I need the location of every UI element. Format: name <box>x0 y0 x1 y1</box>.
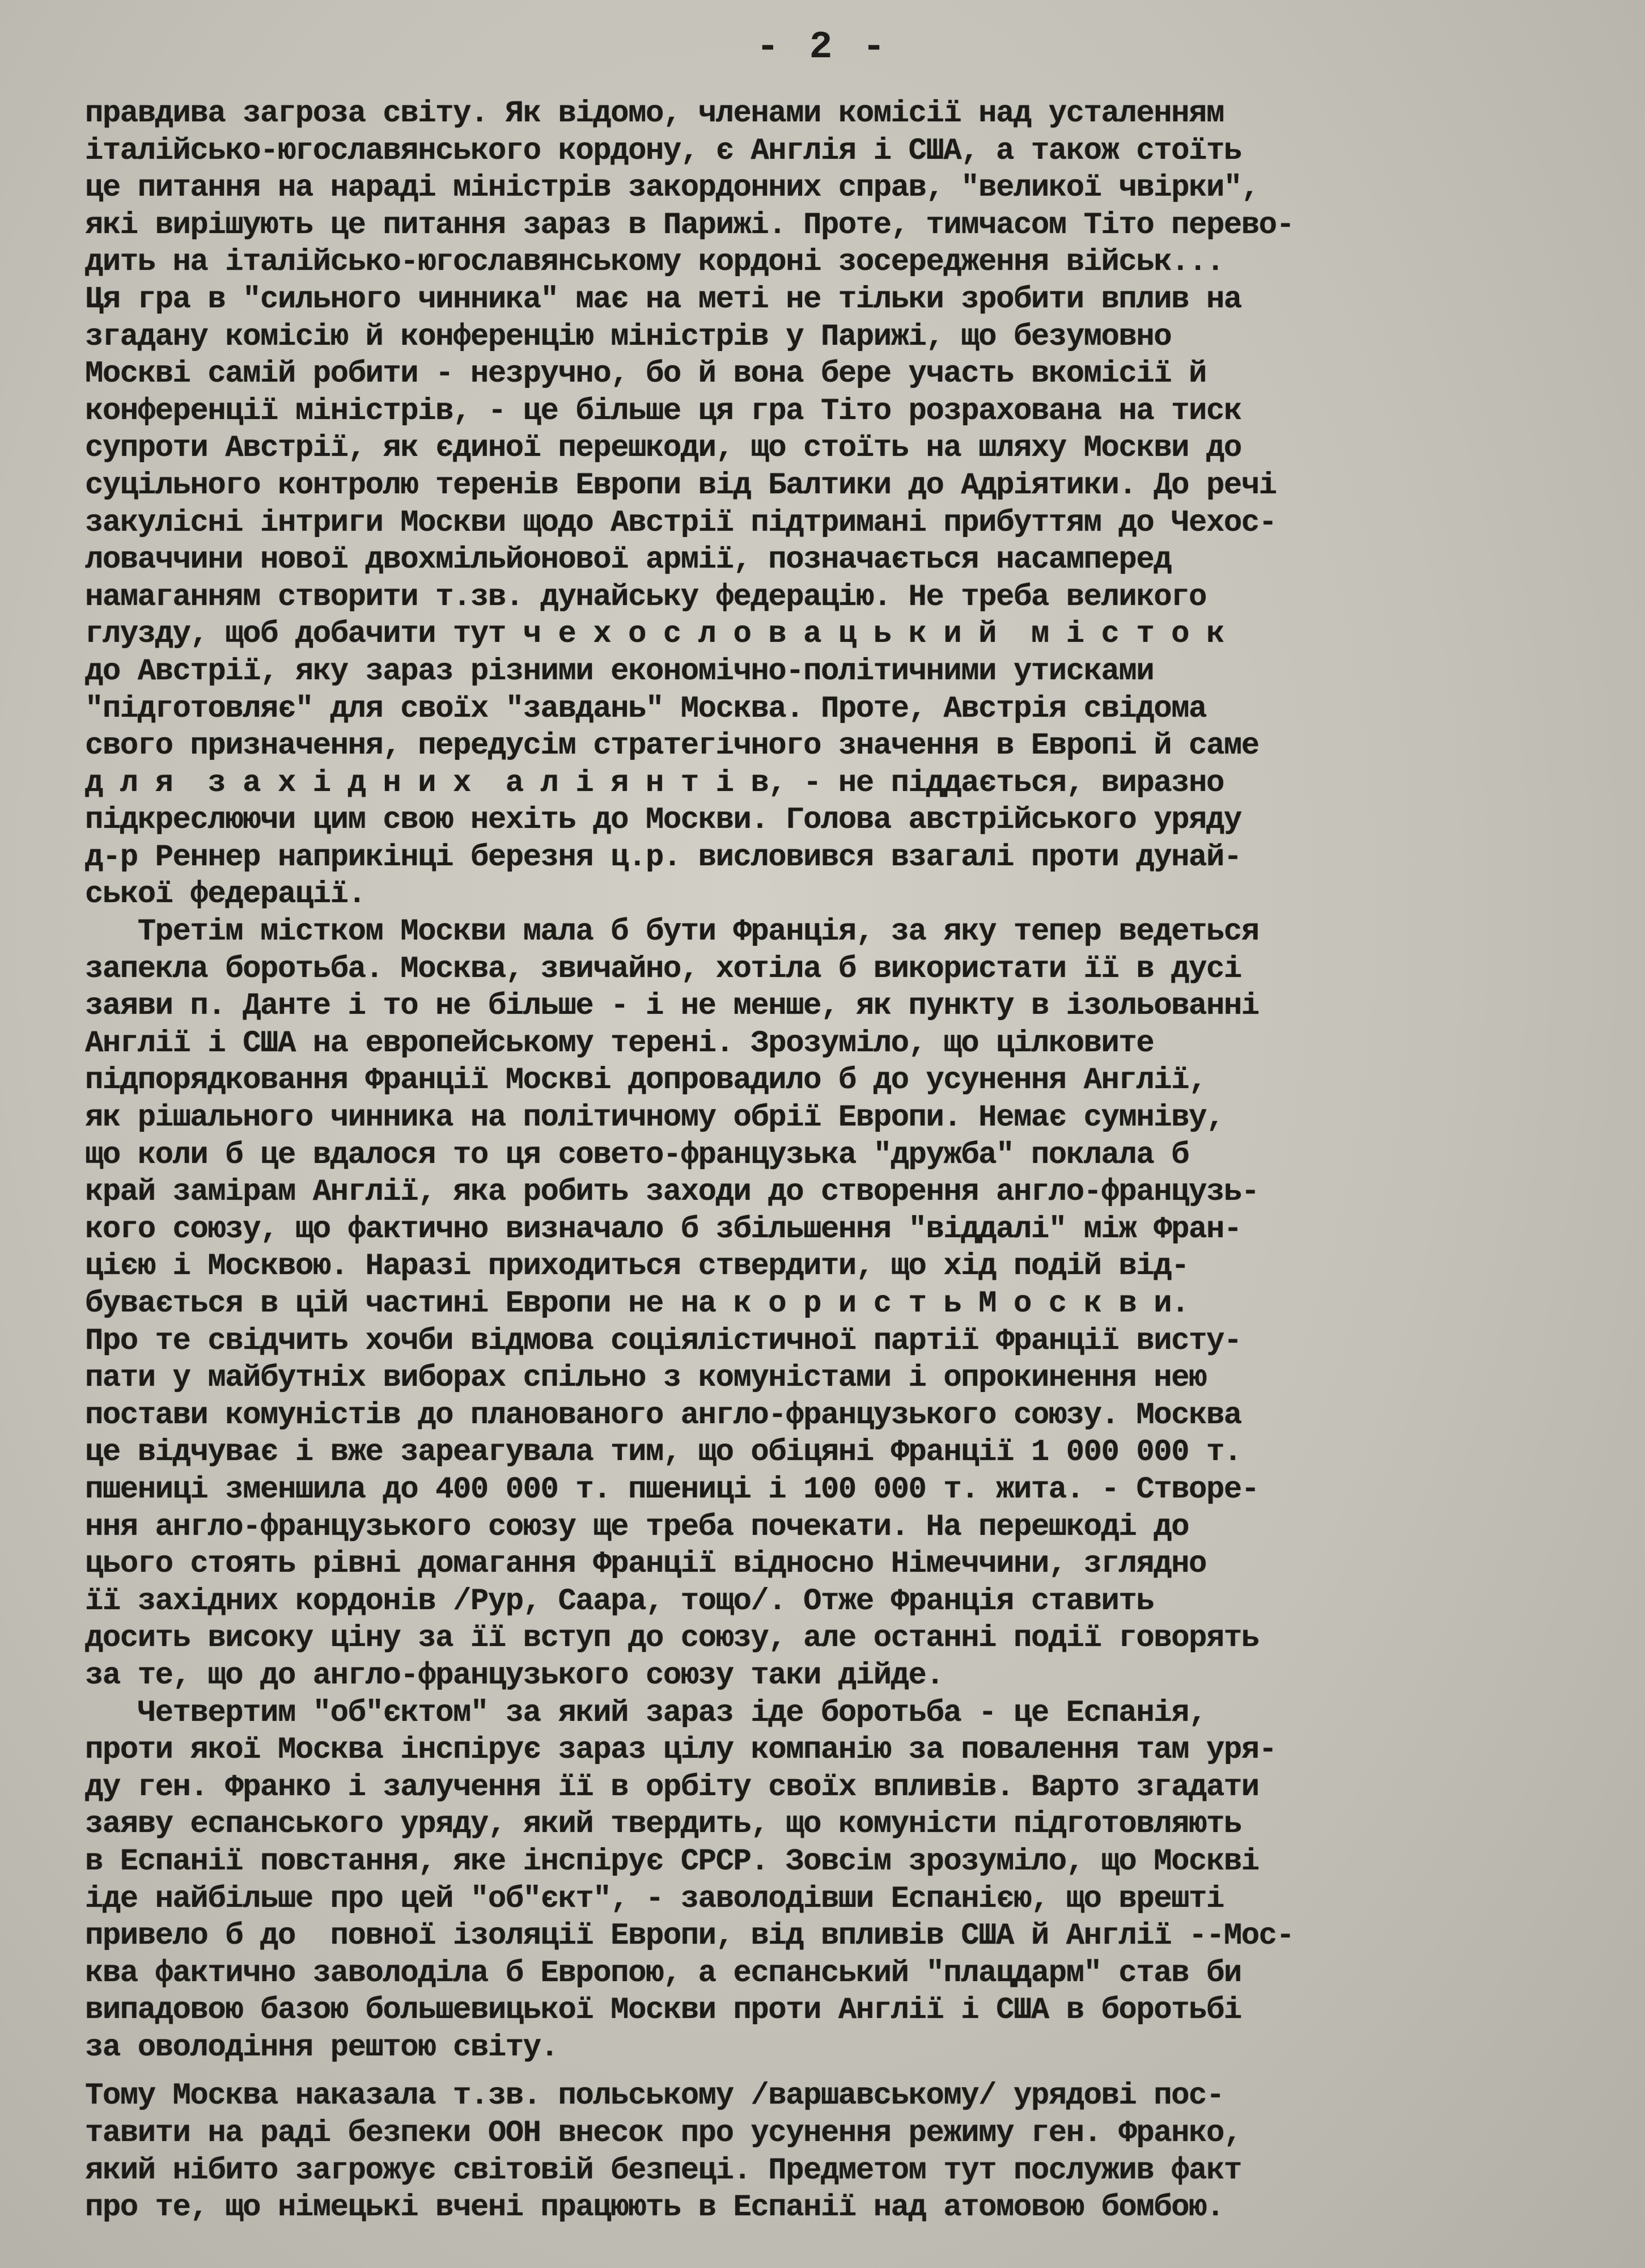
text-line: Тому Москва наказала т.зв. польському /варшавському/ урядові пос- <box>85 2079 1224 2114</box>
text-line: цією і Москвою. Наразі приходиться ствердити, що хід подій від- <box>85 1249 1189 1284</box>
text-line: конференції міністрів, - це більше ця гра Тіто розрахована на тиск <box>85 393 1241 429</box>
paragraph-4 <box>85 2077 1548 2226</box>
text-line: Про те свідчить хочби відмова соціялістичної партії Франції висту- <box>85 1323 1241 1359</box>
text-line: про те, що німецькі вчені працюють в Еспанії над атомовою бомбою. <box>85 2190 1224 2225</box>
text-line: Ця гра в "сильного чинника" має на меті не тільки зробити вплив на <box>85 282 1241 317</box>
text-line: іде найбільше про цей "об"єкт", - заволодівши Еспанією, що врешті <box>85 1881 1224 1916</box>
text-line: д-р Реннер наприкінці березня ц.р. висловився взагалі проти дунай- <box>85 840 1241 875</box>
page-number: - 2 - <box>756 26 889 69</box>
text-line: які вирішують це питання зараз в Парижі. Проте, тимчасом Тіто перево- <box>85 208 1294 243</box>
text-line: заяви п. Данте і то не більше - і не менше, як пункту в ізольованні <box>85 989 1259 1024</box>
text-line: кого союзу, що фактично визначало б збільшення "віддалі" між Фран- <box>85 1212 1241 1247</box>
text-line: що коли б це вдалося то ця совето-французька "дружба" поклала б <box>85 1137 1189 1173</box>
paragraph-3 <box>85 1695 1548 2067</box>
text-line: цього стоять рівні домагання Франції відносно Німеччини, зглядно <box>85 1547 1206 1582</box>
text-line: "підготовляє" для своїх "завдань" Москва. Проте, Австрія свідома <box>85 691 1206 726</box>
text-line: ду ген. Франко і залучення її в орбіту своїх впливів. Варто згадати <box>85 1770 1259 1805</box>
text-line: італійсько-югославянського кордону, є Англія і США, а також стоїть <box>85 133 1241 168</box>
text-line: згадану комісію й конференцію міністрів у Парижі, що безумовно <box>85 319 1172 354</box>
text-line: суцільного контролю теренів Европи від Балтики до Адріятики. До речі <box>85 468 1277 503</box>
text-line: її західних кордонів /Рур, Саара, тощо/. Отже Франція ставить <box>85 1584 1154 1619</box>
text-line: бувається в цій частині Европи не на к о р и с т ь М о с к в и. <box>85 1287 1189 1321</box>
text-line: як рішального чинника на політичному обрії Европи. Немає сумніву, <box>85 1101 1224 1136</box>
text-line: досить високу ціну за її вступ до союзу, але останні події говорять <box>85 1621 1259 1656</box>
text-line: запекла боротьба. Москва, звичайно, хотіла б використати її в дусі <box>85 951 1241 987</box>
text-line: в Еспанії повстання, яке інспірує СРСР. Зовсім зрозуміло, що Москві <box>85 1844 1259 1879</box>
text-line: це відчуває і вже зареагувала тим, що обіцяні Франції 1 000 000 т. <box>85 1435 1241 1470</box>
text-line: пшениці зменшила до 400 000 т. пшениці і 100 000 т. жита. - Створе- <box>85 1472 1259 1507</box>
text-line: тавити на раді безпеки ООН внесок про усунення режиму ген. Франко, <box>85 2116 1241 2151</box>
text-line: д л я з а х і д н и х а л і я н т і в, - не піддається, виразно <box>85 765 1224 801</box>
text-line: до Австрії, яку зараз різними економічно-політичними утисками <box>85 654 1154 689</box>
paragraph-2 <box>85 913 1548 1694</box>
text-line: глузду, щоб добачити тут ч е х о с л о в а ц ь к и й м і с т о к <box>85 617 1224 652</box>
text-line: постави комуністів до планованого англо-французького союзу. Москва <box>85 1398 1241 1433</box>
text-line: правдива загроза світу. Як відомо, членами комісії над усталенням <box>85 96 1224 131</box>
text-line: ловаччини нової двохмільйонової армії, позначається насамперед <box>85 543 1172 578</box>
text-line: дить на італійсько-югославянському кордоні зосередження військ... <box>85 245 1224 280</box>
text-line: Четвертим "об"єктом" за який зараз іде боротьба - це Еспанія, <box>85 1695 1206 1730</box>
text-line: підпорядковання Франції Москві допровадило б до усунення Англії, <box>85 1063 1206 1098</box>
text-line: пати у майбутніх виборах спільно з комуністами і опрокинення нею <box>85 1361 1206 1396</box>
text-line: ння англо-французького союзу ще треба почекати. На перешкоді до <box>85 1509 1189 1545</box>
text-line: ква фактично заволоділа б Европою, а еспанський "плацдарм" став би <box>85 1956 1241 1991</box>
text-line: привело б до повної ізоляції Европи, від впливів США й Англії --Мос- <box>85 1919 1294 1954</box>
text-line: підкреслюючи цим свою нехіть до Москви. Голова австрійського уряду <box>85 803 1241 838</box>
document-body <box>85 95 1548 2227</box>
text-line: випадовою базою большевицької Москви проти Англії і США в боротьбі <box>85 1993 1241 2028</box>
text-line: Англії і США на европейському терені. Зрозуміло, що цілковите <box>85 1026 1154 1061</box>
text-line: заяву еспанського уряду, який твердить, що комуністи підготовляють <box>85 1807 1241 1842</box>
text-line: свого призначення, передусім стратегічного значення в Европі й саме <box>85 729 1259 764</box>
text-line: це питання на нараді міністрів закордонних справ, "великої чвірки", <box>85 171 1259 206</box>
text-line: за оволодіння рештою світу. <box>85 2030 558 2065</box>
paragraph-1 <box>85 95 1548 913</box>
text-line: за те, що до англо-французького союзу таки дійде. <box>85 1658 944 1693</box>
text-line: ської федерації. <box>85 877 366 912</box>
text-line: супроти Австрії, як єдиної перешкоди, що стоїть на шляху Москви до <box>85 431 1241 466</box>
text-line: який нібито загрожує світовій безпеці. Предметом тут послужив факт <box>85 2153 1241 2188</box>
text-line: намаганням створити т.зв. дунайську федерацію. Не треба великого <box>85 579 1206 615</box>
text-line: закулісні інтриги Москви щодо Австрії підтримані прибуттям до Чехос- <box>85 505 1277 540</box>
text-line: Третім містком Москви мала б бути Франція, за яку тепер ведеться <box>85 915 1259 950</box>
text-line: край замірам Англії, яка робить заходи до створення англо-французь- <box>85 1175 1259 1210</box>
text-line: Москві самій робити - незручно, бо й вона бере участь вкомісії й <box>85 357 1206 392</box>
paragraph-spacer <box>85 2066 1548 2077</box>
text-line: проти якої Москва інспірує зараз цілу компанію за повалення там уря- <box>85 1733 1277 1768</box>
